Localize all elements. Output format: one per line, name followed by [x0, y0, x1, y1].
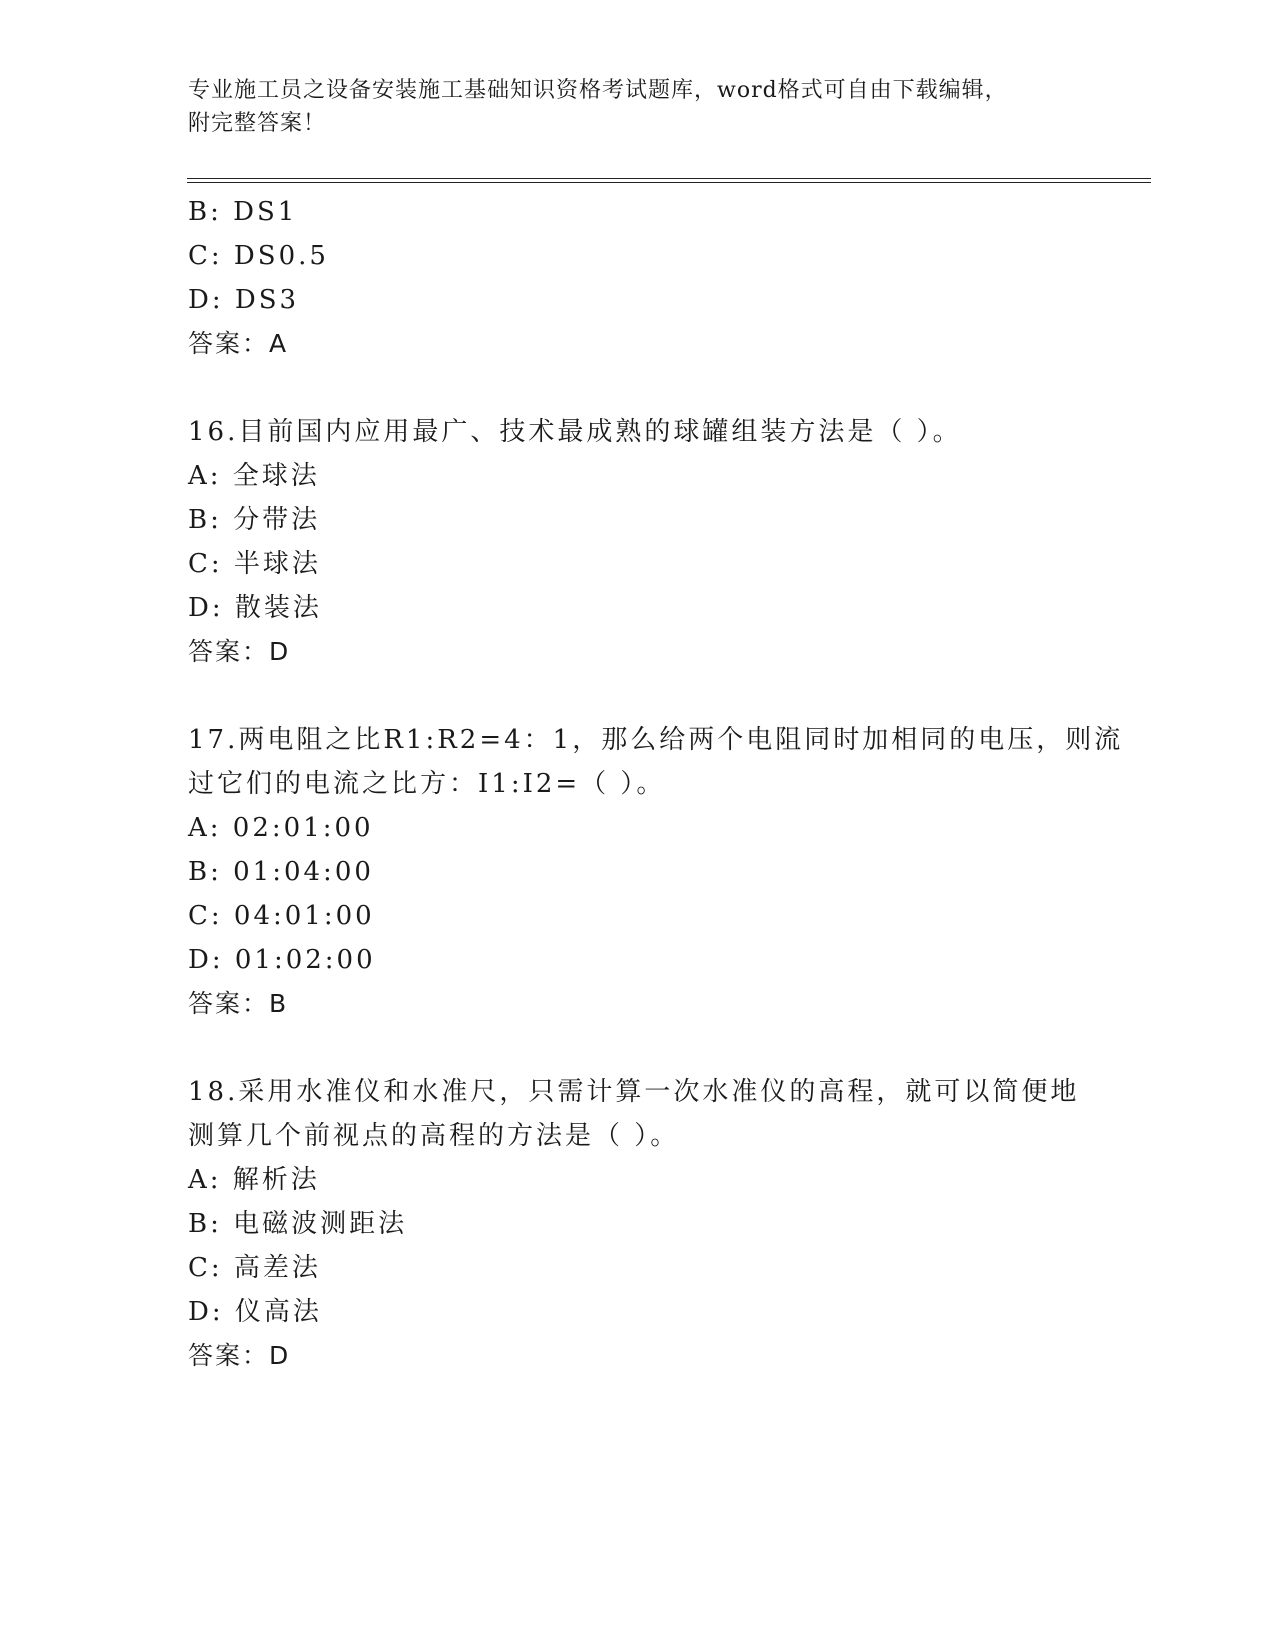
q16-option-c: C: 半球法 — [188, 549, 321, 579]
header-line-1: 专业施工员之设备安装施工基础知识资格考试题库，word格式可自由下载编辑， — [188, 78, 1008, 103]
document-header — [188, 74, 1088, 140]
q17-stem-line-2: 过它们的电流之比方：I1:I2=（ ）。 — [188, 769, 666, 799]
q16-stem: 16.目前国内应用最广、技术最成熟的球罐组装方法是（ ）。 — [188, 417, 962, 447]
q16-answer: 答案：D — [188, 637, 291, 666]
q17-stem-line-1: 17.两电阻之比R1:R2=4：1，那么给两个电阻同时加相同的电压，则流 — [188, 725, 1124, 755]
header-line-2: 附完整答案！ — [188, 111, 327, 136]
q16-option-b: B: 分带法 — [188, 505, 321, 535]
q17-option-b: B: 01:04:00 — [188, 857, 374, 887]
q15-answer: 答案：A — [188, 329, 289, 358]
q16-option-d: D: 散装法 — [188, 593, 322, 623]
q17-answer: 答案：B — [188, 989, 289, 1018]
q18-option-b: B: 电磁波测距法 — [188, 1209, 408, 1239]
q15-option-c: C: DS0.5 — [188, 241, 329, 271]
q18-option-a: A: 解析法 — [188, 1165, 320, 1195]
header-divider-top — [187, 178, 1151, 179]
q18-answer: 答案：D — [188, 1341, 291, 1370]
q17-option-c: C: 04:01:00 — [188, 901, 375, 931]
q18-option-c: C: 高差法 — [188, 1253, 321, 1283]
q17-option-a: A: 02:01:00 — [188, 813, 374, 843]
q17-option-d: D: 01:02:00 — [188, 945, 376, 975]
q16-option-a: A: 全球法 — [188, 461, 320, 491]
header-divider-bottom — [187, 182, 1151, 183]
q18-stem-line-1: 18.采用水准仪和水准尺，只需计算一次水准仪的高程，就可以简便地 — [188, 1077, 1080, 1107]
q18-stem-line-2: 测算几个前视点的高程的方法是（ ）。 — [188, 1121, 680, 1151]
q15-option-d: D: DS3 — [188, 285, 300, 315]
q18-option-d: D: 仪高法 — [188, 1297, 322, 1327]
q15-option-b: B: DS1 — [188, 197, 298, 227]
